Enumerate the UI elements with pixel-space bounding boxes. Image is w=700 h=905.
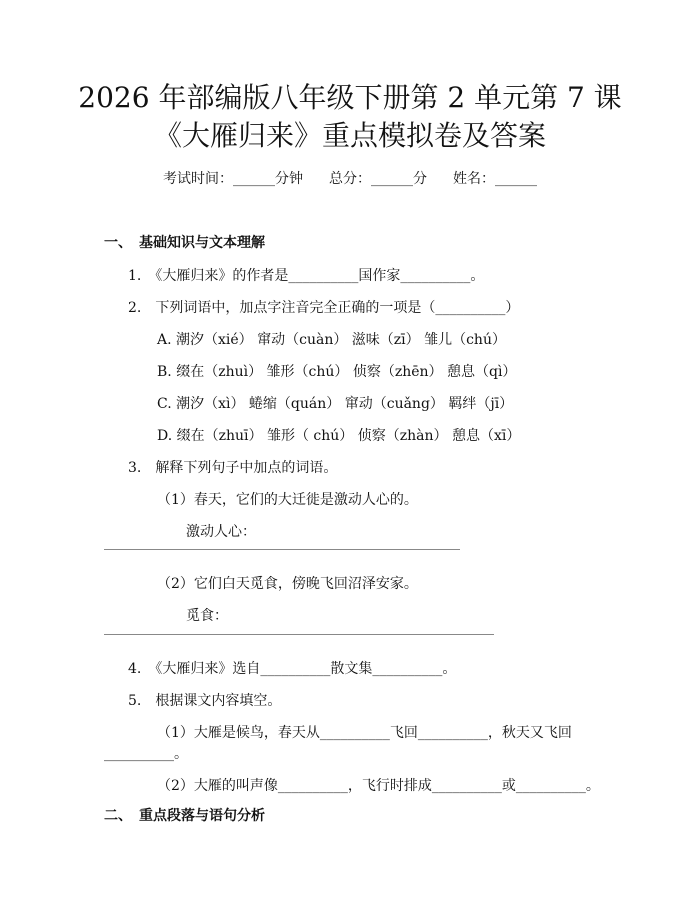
- question-2-option-a: A. 潮汐（xié） 窜动（cuàn） 滋味（zī） 雏儿（chú）: [157, 332, 506, 348]
- student-name-field: 姓名：______: [453, 171, 537, 187]
- answer-line: [104, 549, 460, 550]
- exam-info-row: [0, 168, 700, 188]
- total-score-field: 总分：______分: [329, 171, 427, 187]
- exam-time-field: 考试时间：______分钟: [163, 171, 303, 187]
- exam-title-line1: 2026 年部编版八年级下册第 2 单元第 7 课: [78, 81, 622, 114]
- question-3-sub-1-term: 激动人心：: [186, 524, 256, 540]
- question-3-sub-1: （1）春天，它们的大迁徙是激动人心的。: [157, 492, 418, 508]
- question-3: 3. 解释下列句子中加点的词语。: [128, 460, 338, 476]
- question-5-sub-2: （2）大雁的叫声像__________，飞行时排成__________或__________。: [157, 778, 600, 794]
- question-1: 1. 《大雁归来》的作者是__________国作家__________。: [128, 268, 485, 284]
- question-5: 5. 根据课文内容填空。: [128, 693, 282, 709]
- question-2: 2. 下列词语中，加点字注音完全正确的一项是（__________）: [128, 300, 520, 316]
- question-2-option-b: B. 缀在（zhuì） 雏形（chú） 侦察（zhēn） 憩息（qì）: [157, 364, 517, 380]
- section-1-heading: 一、 基础知识与文本理解: [104, 235, 265, 251]
- section-2-heading: 二、 重点段落与语句分析: [104, 808, 265, 824]
- question-2-option-c: C. 潮汐（xì） 蜷缩（quán） 窜动（cuǎng） 羁绊（jī）: [157, 396, 514, 412]
- question-5-sub-1-continuation: __________。: [104, 746, 188, 762]
- question-4: 4. 《大雁归来》选自__________散文集__________。: [128, 661, 457, 677]
- question-3-sub-2: （2）它们白天觅食，傍晚飞回沼泽安家。: [157, 576, 418, 592]
- question-5-sub-1: （1）大雁是候鸟，春天从__________飞回__________，秋天又飞回: [157, 725, 572, 741]
- answer-line: [104, 634, 494, 635]
- exam-title-line2: 《大雁归来》重点模拟卷及答案: [153, 119, 546, 152]
- question-2-option-d: D. 缀在（zhuī） 雏形（ chú） 侦察（zhàn） 憩息（xī）: [157, 428, 521, 444]
- question-3-sub-2-term: 觅食：: [186, 608, 228, 624]
